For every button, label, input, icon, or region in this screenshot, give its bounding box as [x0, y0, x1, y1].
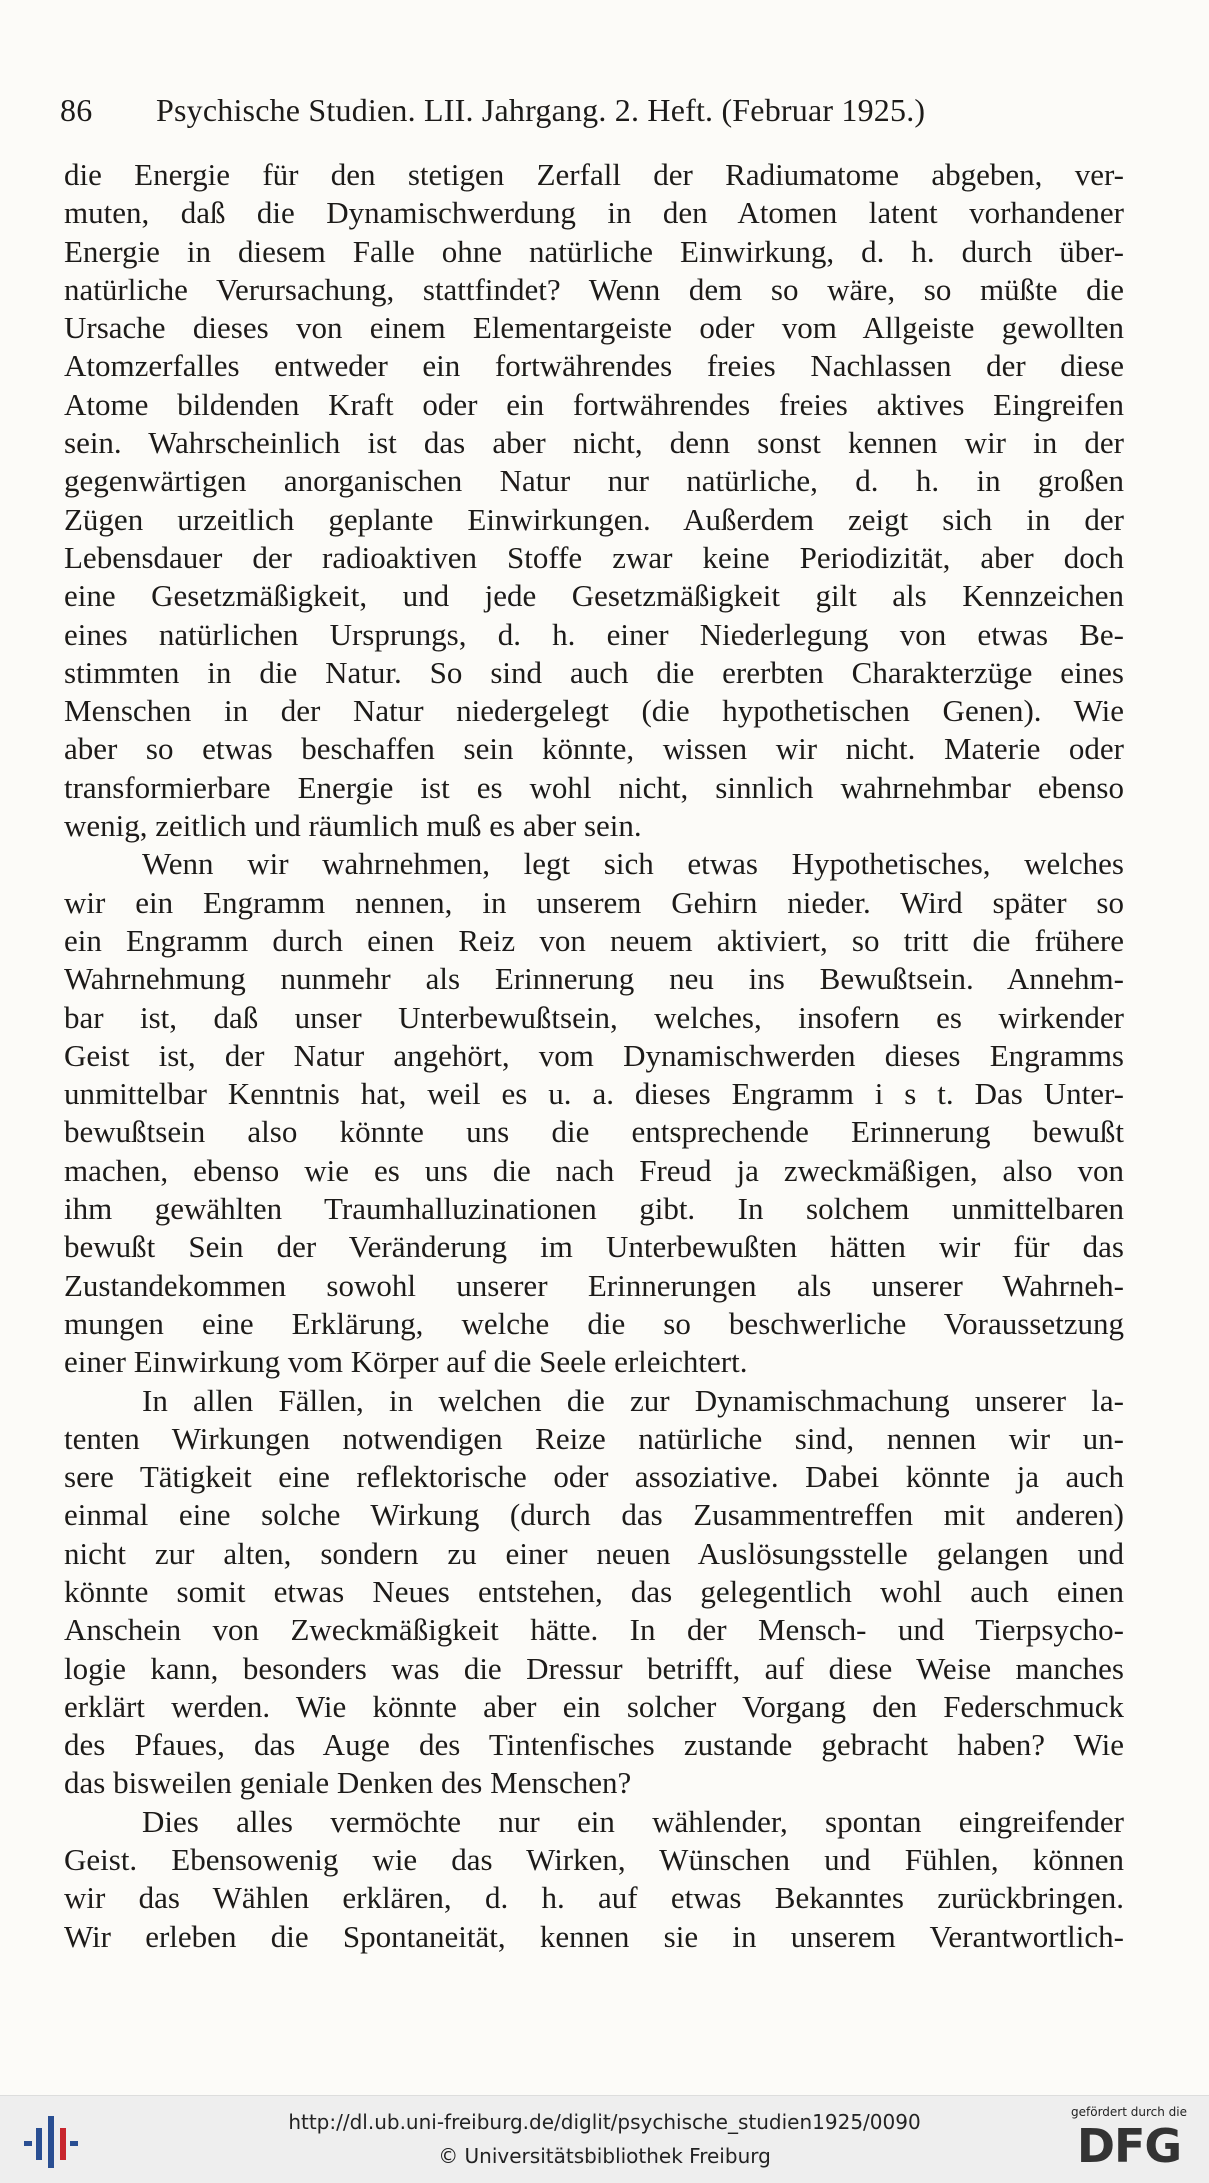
- text-line: die Energie für den stetigen Zerfall der Radiumatome abgeben, ver-: [64, 157, 1124, 192]
- text-line: des Pfaues, das Auge des Tintenfisches zustande gebracht haben? Wie: [64, 1727, 1124, 1763]
- text-line: einmal eine solche Wirkung (durch das Zusammentreffen mit anderen): [64, 1497, 1124, 1533]
- text-line: Energie in diesem Falle ohne natürliche Einwirkung, d. h. durch über-: [64, 233, 1124, 269]
- dfg-caption: gefördert durch die: [1071, 2105, 1187, 2119]
- dfg-mark: DFG: [1076, 2119, 1182, 2173]
- text-line: wenig, zeitlich und räumlich muß es aber sein.: [64, 808, 642, 844]
- text-line: stimmten in die Natur. So sind auch die ererbten Charakterzüge eines: [64, 654, 1124, 690]
- text-line: eines natürlichen Ursprungs, d. h. einer Niederlegung von etwas Be-: [64, 616, 1124, 652]
- text-line: Dies alles vermöchte nur ein wählender, spontan eingreifender: [142, 1803, 1124, 1839]
- text-line: Wahrnehmung nunmehr als Erinnerung neu ins Bewußtsein. Annehm-: [64, 961, 1124, 997]
- text-line: bewußtsein also könnte uns die entsprechende Erinnerung bewußt: [64, 1114, 1124, 1150]
- text-line: nicht zur alten, sondern zu einer neuen Auslösungsstelle gelangen und: [64, 1535, 1124, 1571]
- text-line: Zustandekommen sowohl unserer Erinnerungen als unserer Wahrneh-: [64, 1267, 1124, 1303]
- text-line: Geist ist, der Natur angehört, vom Dynamischwerden dieses Engramms: [64, 1037, 1124, 1073]
- text-line: sere Tätigkeit eine reflektorische oder assoziative. Dabei könnte ja auch: [64, 1459, 1124, 1495]
- text-line: wir das Wählen erklären, d. h. auf etwas Bekanntes zurückbringen.: [64, 1880, 1124, 1916]
- text-line: transformierbare Energie ist es wohl nicht, sinnlich wahrnehmbar ebenso: [64, 769, 1124, 805]
- text-line: aber so etwas beschaffen sein könnte, wissen wir nicht. Materie oder: [64, 731, 1124, 767]
- footer-copyright: © Universitätsbibliothek Freiburg: [438, 2144, 771, 2168]
- text-line: könnte somit etwas Neues entstehen, das gelegentlich wohl auch einen: [64, 1573, 1124, 1609]
- text-line: ihm gewählten Traumhalluzinationen gibt. In solchem unmittelbaren: [64, 1191, 1124, 1227]
- text-line: muten, daß die Dynamischwerdung in den Atomen latent vorhandener: [64, 195, 1124, 231]
- footer-bar: [0, 2095, 1209, 2183]
- text-line: tenten Wirkungen notwendigen Reize natürliche sind, nennen wir un-: [64, 1420, 1124, 1456]
- running-head: [60, 92, 1090, 129]
- text-line: ein Engramm durch einen Reiz von neuem aktiviert, so tritt die frühere: [64, 922, 1124, 958]
- text-line: Anschein von Zweckmäßigkeit hätte. In der Mensch- und Tierpsycho-: [64, 1612, 1124, 1648]
- text-line: Geist. Ebensowenig wie das Wirken, Wünschen und Fühlen, können: [64, 1842, 1124, 1878]
- text-line: einer Einwirkung vom Körper auf die Seele erleichtert.: [64, 1344, 748, 1380]
- text-line: Lebensdauer der radioaktiven Stoffe zwar keine Periodizität, aber doch: [64, 539, 1124, 575]
- text-line: Wir erleben die Spontaneität, kennen sie in unserem Verantwortlich-: [64, 1918, 1124, 1954]
- text-line: machen, ebenso wie es uns die nach Freud ja zweckmäßigen, also von: [64, 1152, 1124, 1188]
- text-line: mungen eine Erklärung, welche die so beschwerliche Voraussetzung: [64, 1305, 1124, 1341]
- text-line: wir ein Engramm nennen, in unserem Gehirn nieder. Wird später so: [64, 884, 1124, 920]
- dfg-logo: [1063, 2104, 1195, 2178]
- text-line: bar ist, daß unser Unterbewußtsein, welches, insofern es wirkender: [64, 999, 1124, 1035]
- page-number: 86: [60, 92, 93, 128]
- text-line: Zügen urzeitlich geplante Einwirkungen. Außerdem zeigt sich in der: [64, 501, 1124, 537]
- text-line: sein. Wahrscheinlich ist das aber nicht, denn sonst kennen wir in der: [64, 425, 1124, 461]
- text-line: logie kann, besonders was die Dressur betrifft, auf diese Weise manches: [64, 1650, 1124, 1686]
- text-line: unmittelbar Kenntnis hat, weil es u. a. dieses Engramm i s t. Das Unter-: [64, 1076, 1124, 1112]
- body-text: [64, 156, 1124, 1956]
- text-line: natürliche Verursachung, stattfindet? Wenn dem so wäre, so müßte die: [64, 271, 1124, 307]
- footer-url[interactable]: http://dl.ub.uni-freiburg.de/diglit/psychische_studien1925/0090: [288, 2110, 921, 2134]
- running-title: Psychische Studien. LII. Jahrgang. 2. Heft. (Februar 1925.): [156, 92, 926, 128]
- text-line: Menschen in der Natur niedergelegt (die hypothetischen Genen). Wie: [64, 693, 1124, 729]
- text-line: bewußt Sein der Veränderung im Unterbewußten hätten wir für das: [64, 1229, 1124, 1265]
- text-line: In allen Fällen, in welchen die zur Dynamischmachung unserer la-: [142, 1382, 1124, 1418]
- text-line: Wenn wir wahrnehmen, legt sich etwas Hypothetisches, welches: [142, 846, 1124, 882]
- text-line: Atomzerfalles entweder ein fortwährendes freies Nachlassen der diese: [64, 348, 1124, 384]
- text-line: gegenwärtigen anorganischen Natur nur natürliche, d. h. in großen: [64, 463, 1124, 499]
- text-line: eine Gesetzmäßigkeit, und jede Gesetzmäßigkeit gilt als Kennzeichen: [64, 578, 1124, 614]
- text-line: Atome bildenden Kraft oder ein fortwährendes freies aktives Eingreifen: [64, 386, 1124, 422]
- text-line: das bisweilen geniale Denken des Menschen?: [64, 1765, 632, 1801]
- text-line: erklärt werden. Wie könnte aber ein solcher Vorgang den Federschmuck: [64, 1688, 1124, 1724]
- text-line: Ursache dieses von einem Elementargeiste oder vom Allgeiste gewollten: [64, 310, 1124, 346]
